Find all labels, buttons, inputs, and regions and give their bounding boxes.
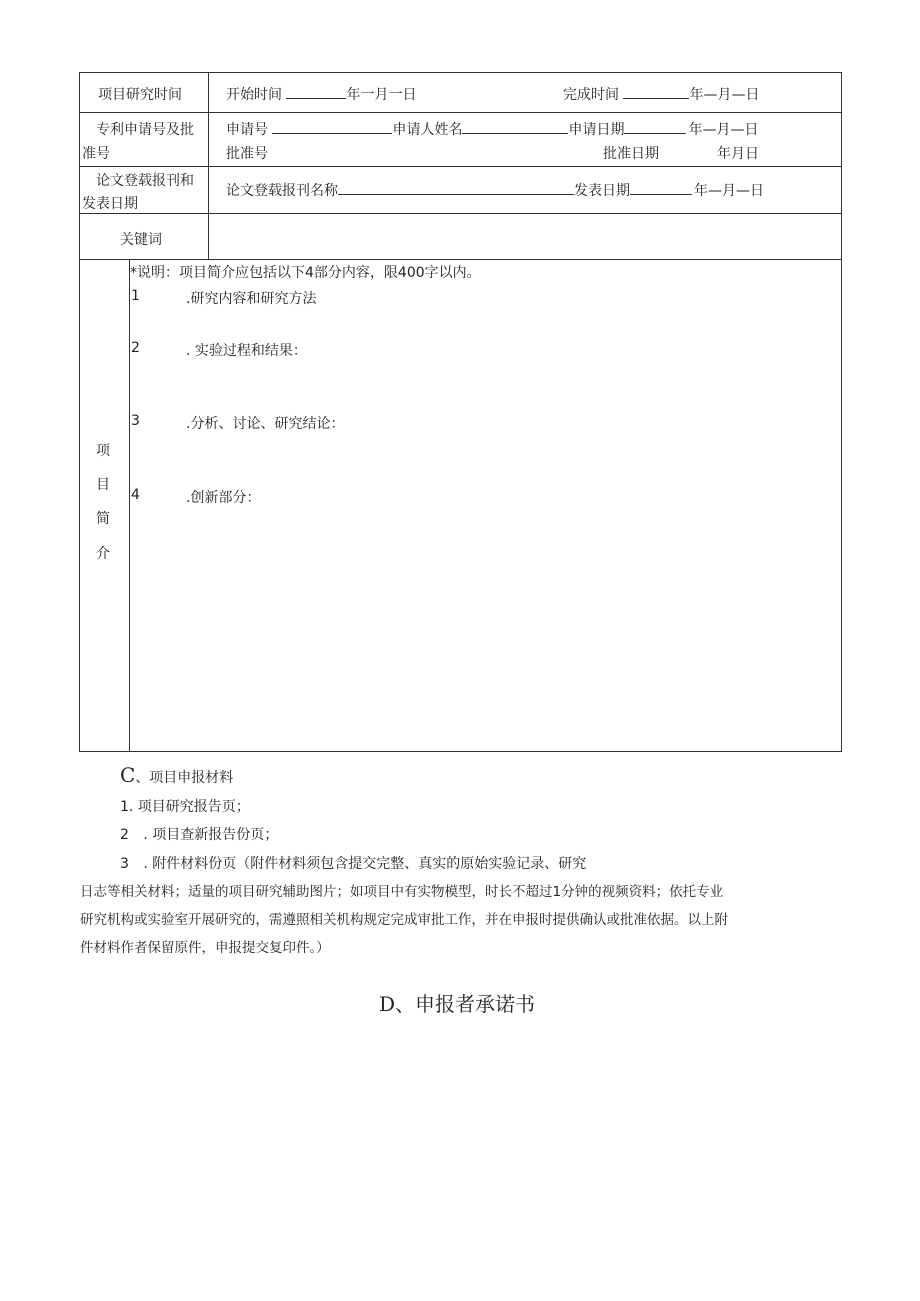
patent-label-line1: 专利申请号及批 — [96, 122, 194, 138]
project-time-label: 项目研究时间 — [98, 87, 182, 103]
row-divider-1 — [79, 112, 842, 113]
start-time-label: 开始时间 — [226, 87, 282, 103]
row-divider-2 — [79, 166, 842, 167]
section-d-title: D、申报者承诺书 — [379, 992, 536, 1016]
section-c-paragraph-line-2: 研究机构或实验室开展研究的，需遵照相关机构规定完成审批工作，并在申报时提供确认或批准依据。以上附 — [80, 912, 728, 928]
column-divider-bottom — [129, 259, 130, 752]
paper-journal-line — [226, 180, 764, 200]
summary-item-2-text: . 实验过程和结果： — [186, 343, 307, 359]
section-c-item-3-text: . 附件材料份页（附件材料须包含提交完整、真实的原始实验记录、研究 — [143, 856, 587, 872]
summary-label-char-4: 介 — [96, 546, 110, 562]
table-border-left — [79, 72, 80, 752]
section-c-item-3-number: 3 — [120, 856, 129, 872]
application-number-blank[interactable] — [272, 121, 392, 134]
start-date-suffix: 年一月一日 — [346, 87, 417, 103]
section-c-title: 、项目申报材料 — [135, 770, 234, 786]
keywords-label: 关键词 — [120, 232, 162, 248]
end-time-field — [563, 84, 759, 104]
section-c-heading — [120, 763, 233, 787]
section-c-item-2-number: 2 — [120, 827, 129, 843]
start-year-blank[interactable] — [286, 86, 346, 99]
section-c-paragraph-line-1: 日志等相关材料；适量的项目研究辅助图片；如项目中有实物模型，时长不超过1分钟的视频资料；依托专业 — [80, 884, 724, 900]
summary-item-3-text: .分析、讨论、研究结论： — [186, 416, 345, 432]
summary-note: *说明：项目简介应包括以下4部分内容，限400字以内。 — [130, 265, 481, 281]
summary-label-char-3: 简 — [96, 511, 110, 527]
section-c-item-3 — [120, 853, 586, 873]
column-divider-top — [208, 72, 209, 260]
application-date-label: 申请日期 — [568, 122, 625, 138]
summary-item-1-text: .研究内容和研究方法 — [186, 291, 317, 307]
summary-label-char-1: 项 — [96, 443, 110, 459]
table-border-top — [79, 72, 842, 73]
table-border-right — [841, 72, 842, 752]
summary-item-3-number: 3 — [131, 413, 140, 429]
summary-label-char-2: 目 — [96, 477, 110, 493]
table-border-bottom — [79, 751, 842, 752]
keywords-input-area[interactable] — [210, 215, 840, 258]
publish-date-label: 发表日期 — [574, 183, 630, 199]
application-number-label: 申请号 — [226, 122, 268, 138]
end-date-suffix: 年—月—日 — [689, 87, 760, 103]
paper-label-line1: 论文登载报刊和 — [96, 173, 194, 189]
approval-number-label: 批准号 — [226, 146, 268, 162]
section-c-item-1: 1. 项目研究报告页； — [120, 799, 250, 815]
publish-date-blank[interactable] — [630, 182, 692, 195]
journal-name-label: 论文登载报刊名称 — [226, 183, 338, 199]
application-date-suffix: 年—月—日 — [688, 122, 759, 138]
section-c-item-2 — [120, 824, 278, 844]
application-date-blank[interactable] — [624, 121, 686, 134]
summary-item-4-number: 4 — [131, 487, 140, 503]
paper-label-line2: 发表日期 — [82, 196, 138, 212]
start-time-field — [226, 84, 416, 104]
end-time-label: 完成时间 — [563, 87, 619, 103]
journal-name-blank[interactable] — [338, 182, 574, 195]
applicant-name-label: 申请人姓名 — [392, 122, 463, 138]
summary-item-2-number: 2 — [131, 340, 140, 356]
approval-date-suffix: 年月日 — [717, 146, 759, 162]
section-c-item-2-text: . 项目查新报告份页； — [143, 827, 279, 843]
end-year-blank[interactable] — [623, 86, 689, 99]
row-divider-3 — [79, 213, 842, 214]
section-c-letter: C — [120, 763, 136, 787]
publish-date-suffix: 年—月—日 — [694, 183, 764, 199]
section-c-paragraph-line-3: 件材料作者保留原件，申报提交复印件。） — [80, 940, 330, 956]
applicant-name-blank[interactable] — [462, 121, 568, 134]
approval-date-label: 批准日期 — [603, 146, 659, 162]
patent-label-line2: 准号 — [82, 146, 110, 162]
row-divider-4 — [79, 259, 842, 260]
summary-item-1-number: 1 — [131, 288, 140, 304]
summary-item-4-text: .创新部分： — [186, 490, 261, 506]
patent-application-line — [226, 119, 758, 139]
